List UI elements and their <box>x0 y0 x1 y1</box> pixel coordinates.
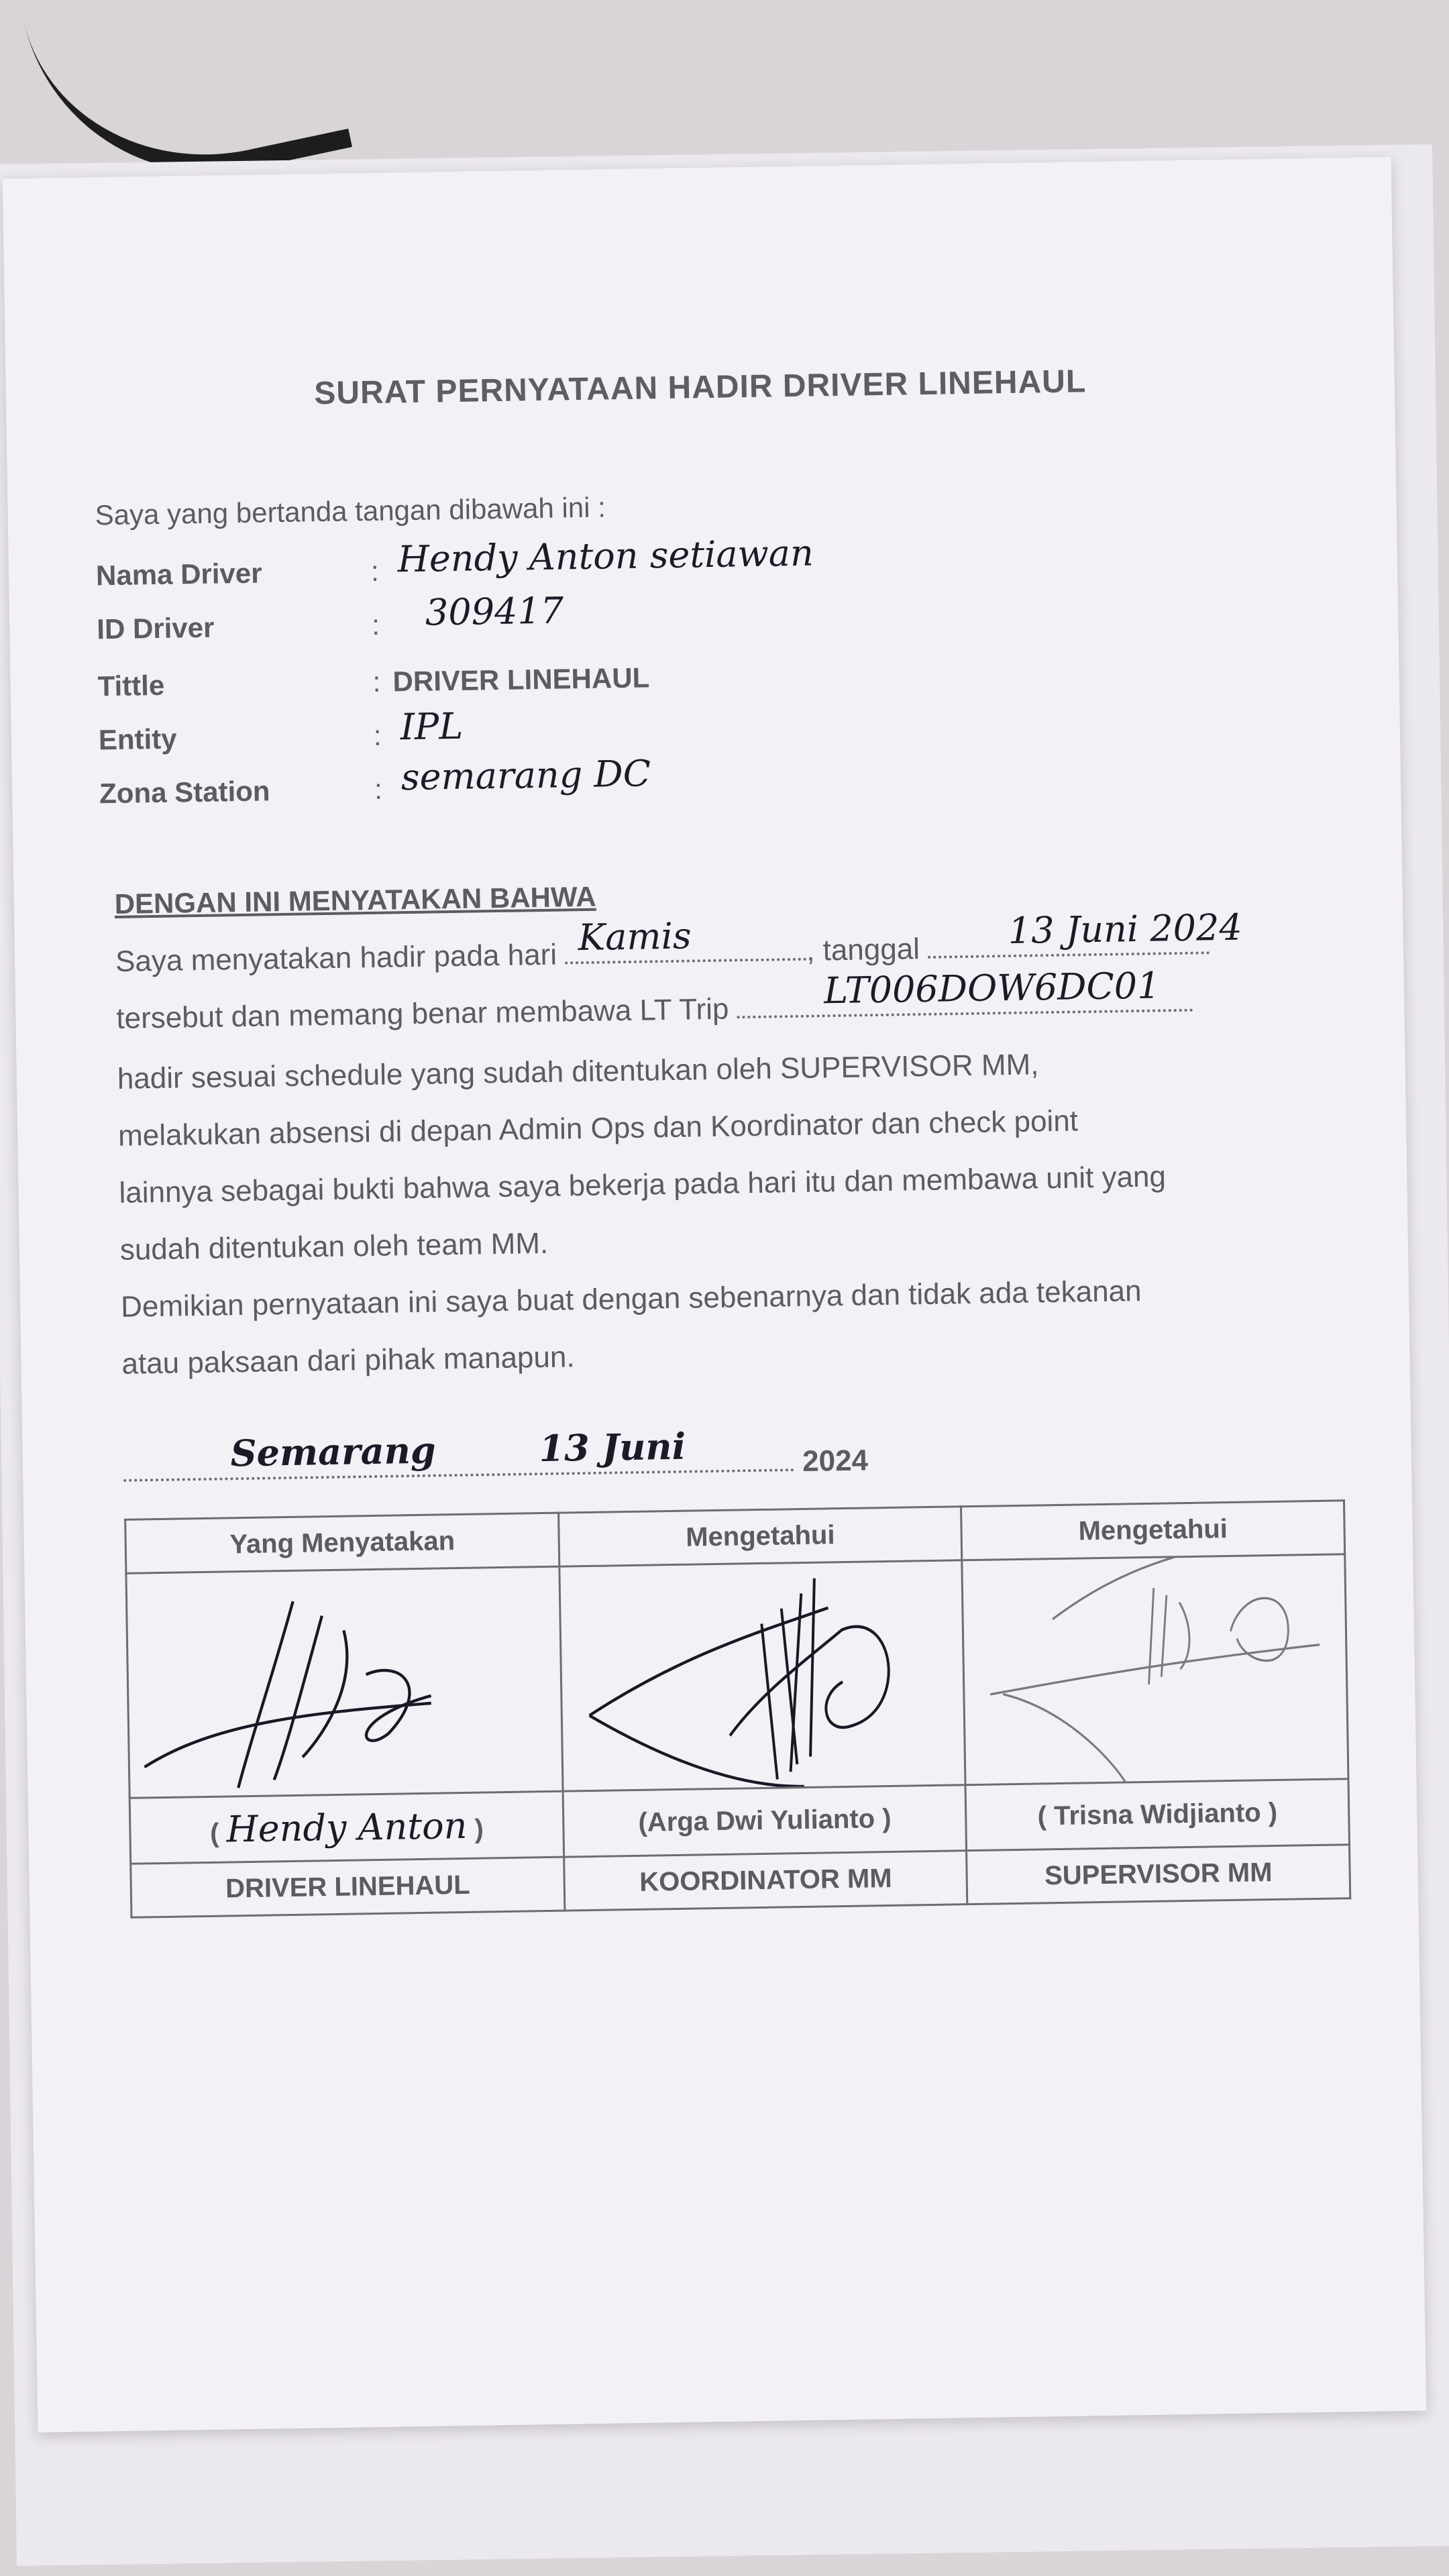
signature-name-supervisor: ( Trisna Widjianto ) <box>965 1779 1349 1851</box>
place-date-field <box>123 1424 794 1482</box>
day-value: Kamis <box>578 914 692 959</box>
signature-header: Mengetahui <box>559 1507 962 1566</box>
place-value: Semarang <box>230 1428 437 1475</box>
intro-text: Saya yang bertanda tangan dibawah ini : <box>95 491 606 531</box>
day-field <box>565 914 806 965</box>
name-close-paren: ) <box>474 1814 484 1844</box>
field-colon: : <box>371 608 380 641</box>
field-value-id-driver: 309417 <box>425 589 564 634</box>
day-month-value: 13 Juni <box>539 1424 686 1470</box>
driver-name-value: Hendy Anton <box>226 1804 468 1851</box>
field-colon: : <box>373 719 382 751</box>
statement-line-2-prefix: tersebut dan memang benar membawa LT Trip <box>116 992 729 1035</box>
signature-role: KOORDINATOR MM <box>564 1851 967 1911</box>
field-label-tittle: Tittle <box>97 669 165 702</box>
signature-name-driver <box>129 1791 564 1864</box>
statement-line-3: hadir sesuai schedule yang sudah ditentukan oleh SUPERVISOR MM, <box>117 1048 1039 1095</box>
statement-line-7: Demikian pernyataan ini saya buat dengan sebenarnya dan tidak ada tekanan <box>120 1275 1142 1324</box>
statement-line-8: atau paksaan dari pihak manapun. <box>121 1340 575 1381</box>
place-date-line <box>123 1424 869 1489</box>
signature-supervisor <box>962 1554 1348 1785</box>
field-value-nama-driver: Hendy Anton setiawan <box>397 531 814 581</box>
field-label-entity: Entity <box>98 722 177 756</box>
field-value-entity: IPL <box>400 704 464 749</box>
field-label-zona-station: Zona Station <box>99 775 270 810</box>
signature-koordinator <box>559 1560 965 1791</box>
signature-role: DRIVER LINEHAUL <box>131 1857 565 1917</box>
field-colon: : <box>370 555 380 587</box>
document-page <box>3 157 1427 2432</box>
field-label-nama-driver: Nama Driver <box>95 557 262 592</box>
signature-driver <box>126 1566 563 1798</box>
statement-line-1-prefix: Saya menyatakan hadir pada hari <box>115 938 557 978</box>
statement-line-1-mid: , tanggal <box>806 932 920 967</box>
field-label-id-driver: ID Driver <box>96 611 215 645</box>
document-title: SURAT PERNYATAAN HADIR DRIVER LINEHAUL <box>313 364 1087 412</box>
date-field <box>928 906 1243 959</box>
signature-role: SUPERVISOR MM <box>967 1845 1350 1904</box>
statement-line-6: sudah ditentukan oleh team MM. <box>119 1226 549 1267</box>
trip-value: LT006DOW6DC01 <box>823 964 1161 1012</box>
field-colon: : <box>374 773 383 805</box>
signature-table <box>124 1499 1351 1919</box>
trip-field <box>737 964 1193 1019</box>
signature-name-koordinator: (Arga Dwi Yulianto ) <box>563 1785 967 1857</box>
statement-line-4: melakukan absensi di depan Admin Ops dan Koordinator dan check point <box>117 1104 1079 1152</box>
year-value: 2024 <box>802 1444 869 1478</box>
statement-line-5: lainnya sebagai bukti bahwa saya bekerja pada hari itu dan membawa unit yang <box>119 1160 1167 1210</box>
statement-heading: DENGAN INI MENYATAKAN BAHWA <box>114 880 596 920</box>
statement-line-2 <box>116 964 1193 1036</box>
field-value-zona-station: semarang DC <box>400 752 651 799</box>
signature-scribble-icon <box>127 1568 561 1797</box>
name-open-paren: ( <box>209 1818 219 1848</box>
field-value-tittle: DRIVER LINEHAUL <box>392 661 650 698</box>
signature-header: Mengetahui <box>961 1501 1345 1560</box>
signature-scribble-icon <box>963 1555 1348 1784</box>
signature-header: Yang Menyatakan <box>125 1513 559 1573</box>
signature-scribble-icon <box>561 1561 965 1790</box>
field-colon: : <box>372 665 381 698</box>
date-value: 13 Juni 2024 <box>1008 906 1243 953</box>
